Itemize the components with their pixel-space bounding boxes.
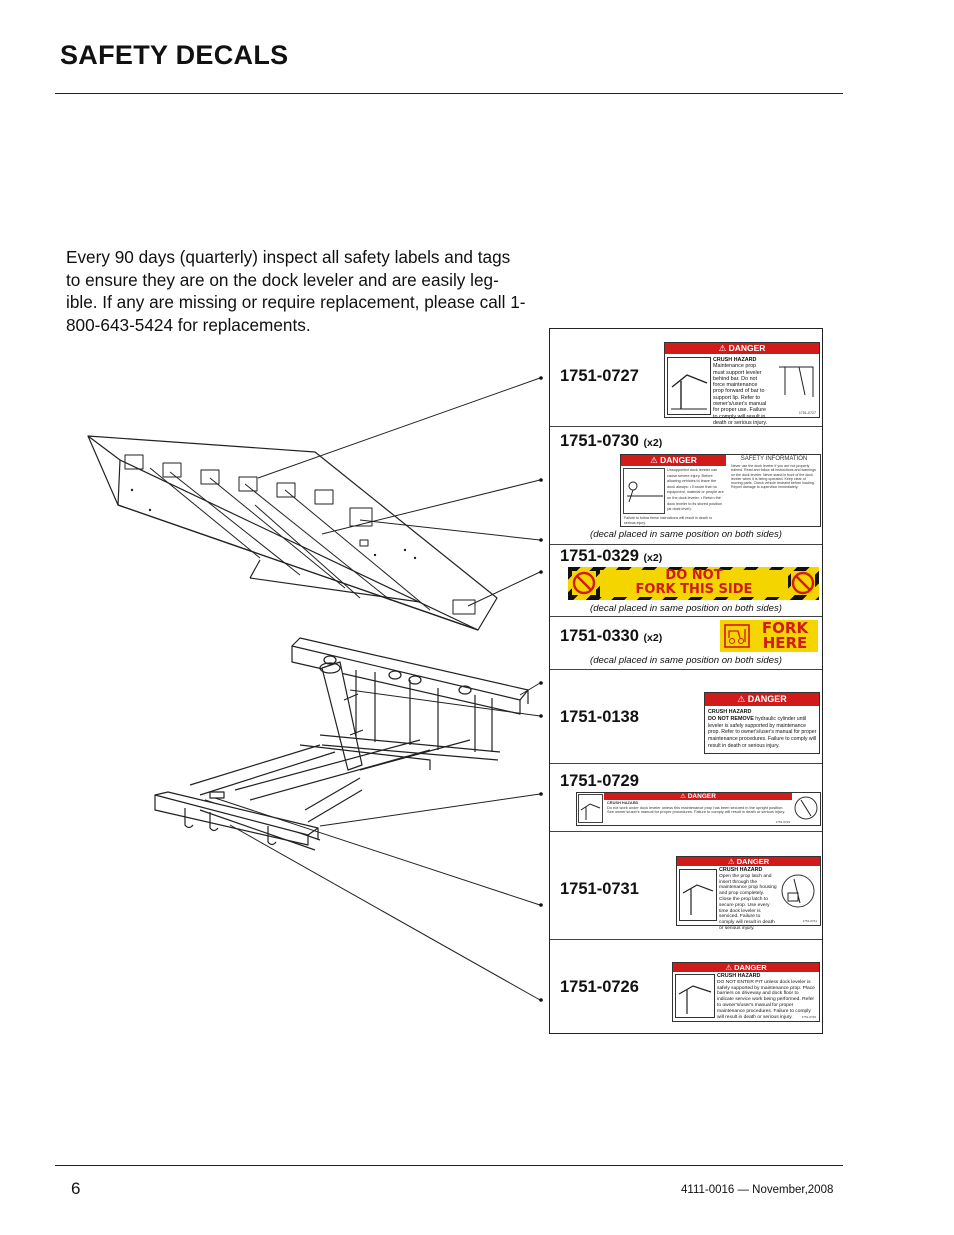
- leveler-deck: [88, 436, 497, 630]
- danger-header: ⚠ DANGER: [604, 793, 792, 800]
- part-number: 1751-0330 (x2): [560, 627, 663, 645]
- part-number: 1751-0729: [560, 772, 639, 790]
- danger-header: ⚠ DANGER: [677, 857, 820, 866]
- intro-paragraph: Every 90 days (quarterly) inspect all safety labels and tags to ensure they are on the dock leveler and are easily leg-ible. If any are missing or require replacement, please call 1-800-643-5424 for replacements.: [66, 247, 526, 335]
- prop-diagram-icon: [793, 794, 819, 823]
- page-title: SAFETY DECALS: [60, 40, 289, 70]
- here-text: HERE: [762, 634, 808, 652]
- prop-diagram-icon: [775, 357, 817, 405]
- decal-section-1751-0729: [550, 764, 822, 832]
- document-reference: 4111-0016 — November,2008: [681, 1184, 834, 1196]
- part-number: 1751-0138: [560, 708, 639, 726]
- fork-here-decal: [720, 620, 818, 652]
- forklift-pictogram-icon: [623, 468, 665, 514]
- decal-section-1751-0727: [550, 329, 822, 427]
- decal-section-1751-0726: [550, 940, 822, 1035]
- no-forklift-icon: [572, 571, 596, 595]
- danger-header: ⚠ DANGER: [621, 455, 726, 466]
- forklift-icon: [724, 624, 750, 648]
- leveler-frame: [155, 638, 528, 850]
- danger-decal: ⚠ DANGER CRUSH HAZARD DO NOT ENTER PIT unless dock leveler is safely supported by maintenance prop. Place barriers on driveway and dock floor to indicate service work being performed. Refer to owner's/user's manual for proper maintenance procedures. Failure to comply will result in death or serious injury. 1751-0726: [672, 962, 820, 1022]
- fork-this-side-text: FORK THIS SIDE: [635, 582, 753, 597]
- decal-placement-note: (decal placed in same position on both sides): [590, 603, 782, 614]
- danger-decal: ⚠ DANGER CRUSH HAZARD Open the prop latch and insert through the maintenance prop housing and prop completely. Close the prop latch to secure prop. Use every time dock leveler is serviced. Failure to comply will result in death or serious injury. 1751-0731: [676, 856, 821, 926]
- crush-pictogram-icon: [667, 357, 711, 415]
- danger-header: ⚠ DANGER: [673, 963, 819, 972]
- crush-pictogram-icon: [679, 869, 717, 921]
- danger-decal: ⚠ DANGER CRUSH HAZARD Maintenance prop must support leveler behind bar. Do not force maintenance prop forward of bar to support lip. Refer to owner's/user's manual for proper use. Failure to comply will result in death or serious injury. 1751-0727: [664, 342, 820, 418]
- danger-decal: ⚠ DANGER CRUSH HAZARD Do not work under dock leveler unless this maintenance prop has been secured in the upright position. See owner's/user's manual for proper procedures. Failure to comply will result in death or serious injury. 1751-0729: [576, 792, 821, 826]
- no-forklift-icon: [791, 571, 815, 595]
- crush-pictogram-icon: [675, 974, 715, 1018]
- fork-text: FORK: [761, 619, 809, 637]
- part-number: 1751-0726: [560, 978, 639, 996]
- part-number: 1751-0727: [560, 367, 639, 385]
- footer-rule: [55, 1165, 843, 1166]
- part-number: 1751-0730 (x2): [560, 432, 663, 450]
- decal-placement-note: (decal placed in same position on both sides): [590, 655, 782, 666]
- danger-header: ⚠ DANGER: [705, 693, 819, 706]
- part-number: 1751-0731: [560, 880, 639, 898]
- danger-header: ⚠ DANGER: [665, 343, 819, 354]
- danger-decal: ⚠ DANGER CRUSH HAZARD DO NOT REMOVE hydraulic cylinder until leveler is safely supported by maintenance prop. Refer to owner's/user's manual for proper maintenance procedures. Failure to comply will result in death or serious injury.: [704, 692, 820, 754]
- page-number: 6: [71, 1179, 81, 1198]
- prop-latch-icon: [778, 869, 818, 915]
- decal-section-1751-0731: [550, 832, 822, 940]
- part-number: 1751-0329 (x2): [560, 547, 663, 565]
- crush-pictogram-icon: [578, 794, 603, 823]
- decal-section-1751-0329: [550, 545, 822, 617]
- safety-information-decal: ⚠ DANGER Unsupported dock leveler can cause severe injury. Before allowing vehicles to leave the dock always: • Ensure that no equipment, material or people are on the dock leveler. • Return the dock leveler to its stored position (at dock level). Failure to follow these instructions will result in death or serious injury. SAFETY INFORMATION Never use the dock leveler if you are not properly trained. Read and follow all instructions and warnings on the dock leveler. Never stand in front of the dock leveler when it is being operated. Keep clear of moving parts. Check vehicle restraint before loading. Report damage to supervisor immediately.: [620, 454, 821, 527]
- decal-section-1751-0330: [550, 617, 822, 670]
- decal-section-1751-0138: [550, 670, 822, 764]
- decal-placement-note: (decal placed in same position on both sides): [590, 529, 782, 540]
- decal-panel: [549, 328, 823, 1034]
- decal-section-1751-0730: [550, 427, 822, 545]
- do-not-fork-decal: [568, 567, 819, 600]
- do-not-text: DO NOT: [665, 568, 723, 583]
